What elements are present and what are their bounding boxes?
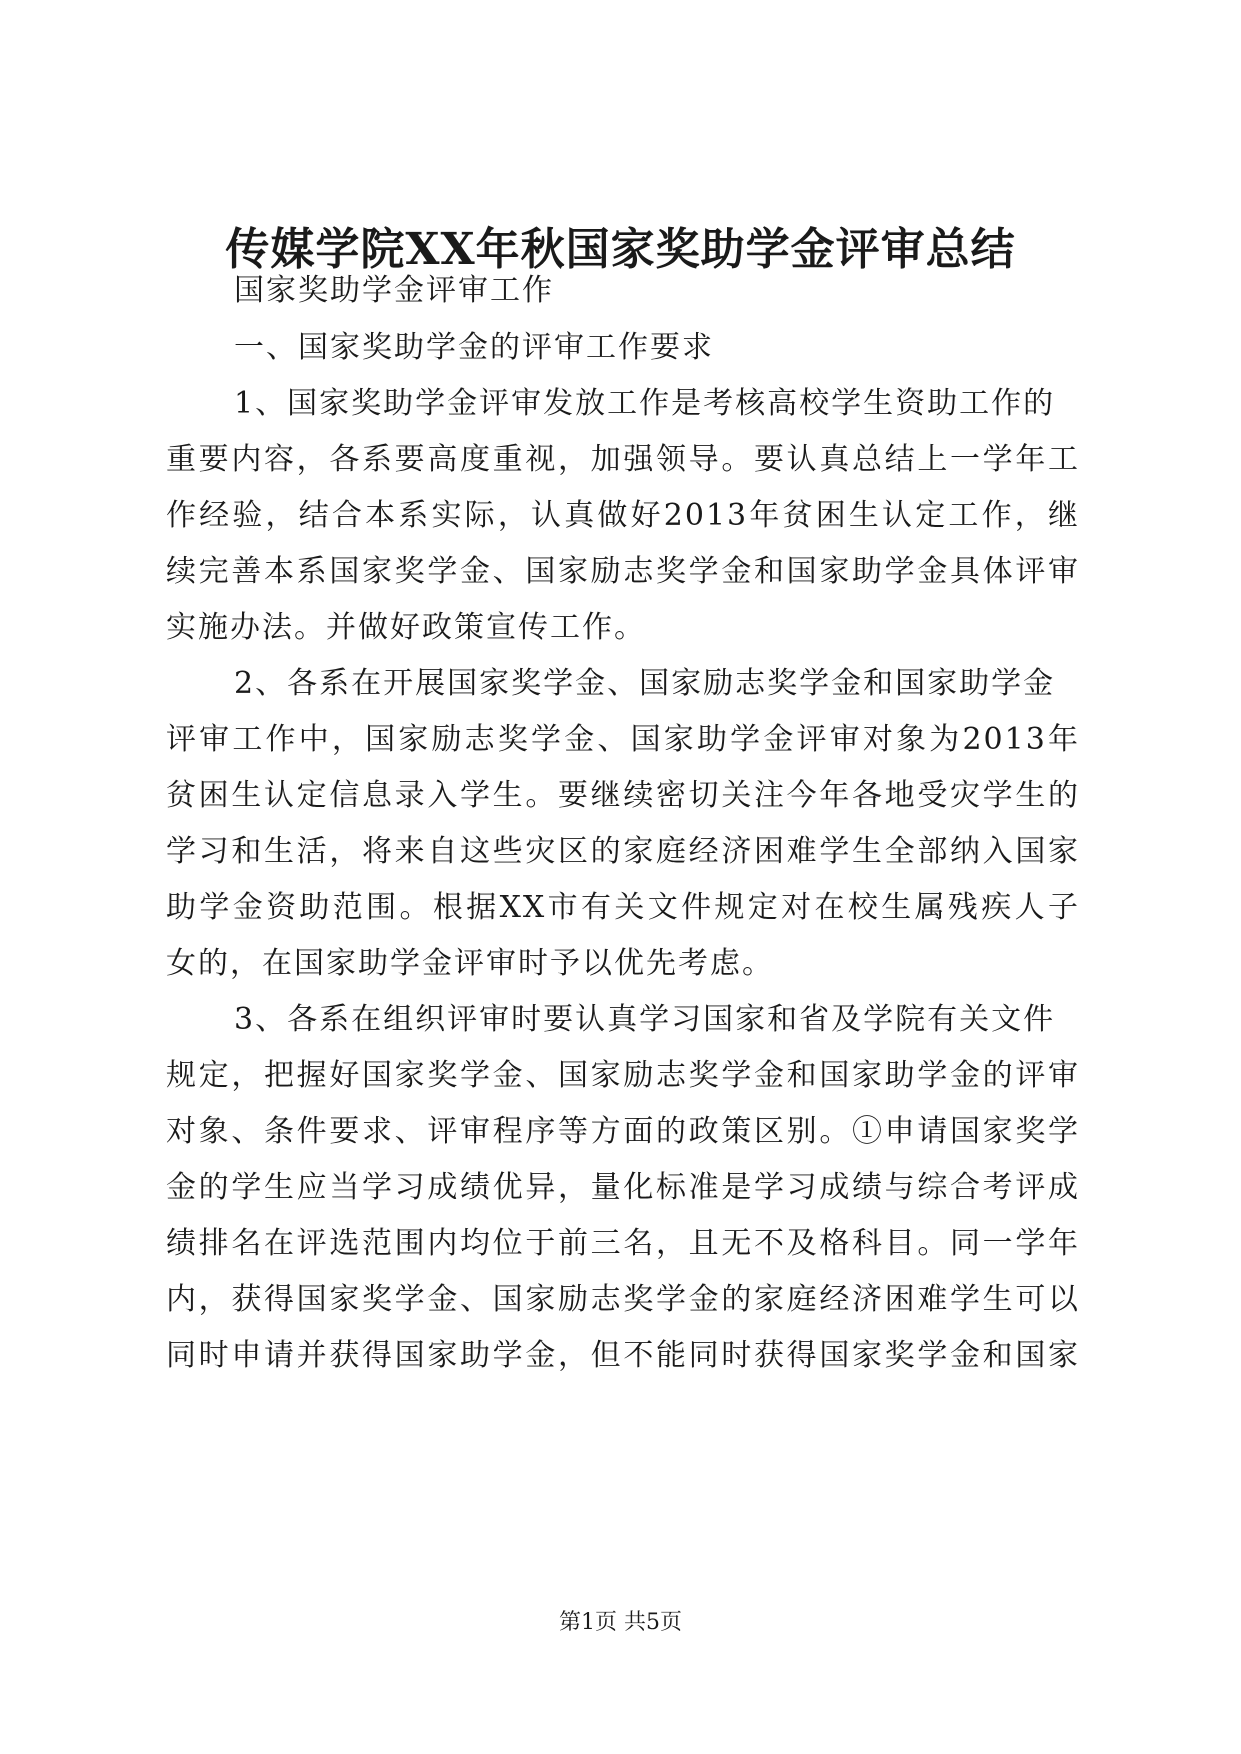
- paragraph-line: 续完善本系国家奖学金、国家励志奖学金和国家助学金具体评审: [166, 554, 1080, 589]
- paragraph-line: 助学金资助范围。根据XX市有关文件规定对在校生属残疾人子: [166, 890, 1080, 925]
- paragraph-line: 实施办法。并做好政策宣传工作。: [166, 610, 646, 645]
- document-title: 传媒学院XX年秋国家奖助学金评审总结: [225, 224, 1016, 275]
- section-heading: 一、国家奖助学金的评审工作要求: [234, 330, 714, 365]
- document-subtitle: 国家奖助学金评审工作: [234, 273, 554, 308]
- paragraph-line: 规定，把握好国家奖学金、国家励志奖学金和国家助学金的评审: [166, 1058, 1080, 1093]
- paragraph-line: 3、各系在组织评审时要认真学习国家和省及学院有关文件: [234, 1002, 1056, 1037]
- paragraph-line: 学习和生活，将来自这些灾区的家庭经济困难学生全部纳入国家: [166, 834, 1080, 869]
- paragraph-line: 绩排名在评选范围内均位于前三名，且无不及格科目。同一学年: [166, 1226, 1080, 1261]
- paragraph-line: 作经验，结合本系实际，认真做好2013年贫困生认定工作，继: [166, 498, 1080, 533]
- paragraph-line: 对象、条件要求、评审程序等方面的政策区别。①申请国家奖学: [166, 1114, 1080, 1149]
- paragraph-line: 女的，在国家助学金评审时予以优先考虑。: [166, 946, 774, 981]
- paragraph-line: 金的学生应当学习成绩优异，量化标准是学习成绩与综合考评成: [166, 1170, 1080, 1205]
- paragraph-line: 内，获得国家奖学金、国家励志奖学金的家庭经济困难学生可以: [166, 1282, 1080, 1317]
- paragraph-line: 同时申请并获得国家助学金，但不能同时获得国家奖学金和国家: [166, 1338, 1080, 1373]
- page-footer: 第1页 共5页: [559, 1610, 682, 1635]
- paragraph-line: 重要内容，各系要高度重视，加强领导。要认真总结上一学年工: [166, 442, 1080, 477]
- paragraph-line: 贫困生认定信息录入学生。要继续密切关注今年各地受灾学生的: [166, 778, 1080, 813]
- paragraph-line: 1、国家奖助学金评审发放工作是考核高校学生资助工作的: [234, 386, 1056, 421]
- paragraph-line: 评审工作中，国家励志奖学金、国家助学金评审对象为2013年: [166, 722, 1080, 757]
- paragraph-line: 2、各系在开展国家奖学金、国家励志奖学金和国家助学金: [234, 666, 1056, 701]
